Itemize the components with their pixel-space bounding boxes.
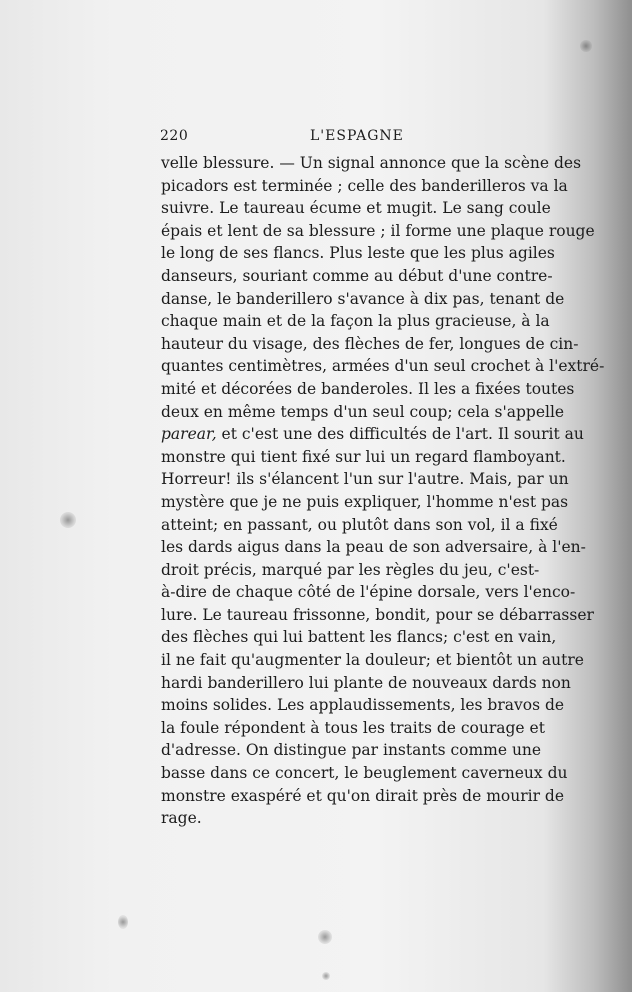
- text-line: à-dire de chaque côté de l'épine dorsale, vers l'enco-: [161, 583, 576, 602]
- body-text: [161, 152, 605, 830]
- running-title: L'ESPAGNE: [310, 128, 404, 144]
- text-line: rage.: [161, 809, 202, 828]
- text-line: Horreur! ils s'élancent l'un sur l'autre. Mais, par un: [161, 470, 569, 489]
- text-line: danseurs, souriant comme au début d'une contre-: [161, 266, 553, 285]
- text-line: [161, 423, 584, 446]
- text-line: basse dans ce concert, le beuglement caverneux du: [161, 764, 568, 783]
- text-line: monstre qui tient fixé sur lui un regard flamboyant.: [161, 447, 566, 466]
- text-line: d'adresse. On distingue par instants comme une: [161, 741, 542, 760]
- text-line: velle blessure. — Un signal annonce que la scène des: [161, 154, 582, 172]
- text-line: picadors est terminée ; celle des banderilleros va la: [161, 176, 568, 195]
- text-line: hardi banderillero lui plante de nouveaux dards non: [161, 673, 571, 692]
- text-line: atteint; en passant, ou plutôt dans son vol, il a fixé: [161, 515, 558, 534]
- text-line: mité et décorées de banderoles. Il les a fixées toutes: [161, 379, 575, 398]
- text-line: lure. Le taureau frissonne, bondit, pour se débarrasser: [161, 605, 594, 624]
- text-line: danse, le banderillero s'avance à dix pas, tenant de: [161, 289, 565, 308]
- text-line: il ne fait qu'augmenter la douleur; et bientôt un autre: [161, 651, 584, 670]
- text-line-rest: et c'est une des difficultés de l'art. Il sourit au: [216, 425, 584, 444]
- text-line: des flèches qui lui battent les flancs; c'est en vain,: [161, 628, 557, 647]
- text-line: quantes centimètres, armées d'un seul crochet à l'extré-: [161, 357, 605, 376]
- paper-stain: [318, 930, 332, 944]
- page-number: 220: [160, 128, 189, 144]
- text-line: le long de ses flancs. Plus leste que les plus agiles: [161, 244, 555, 263]
- paper-stain: [60, 512, 76, 528]
- text-line: la foule répondent à tous les traits de courage et: [161, 718, 545, 737]
- text-line: mystère que je ne puis expliquer, l'homme n'est pas: [161, 492, 569, 511]
- running-head: [160, 128, 526, 150]
- text-line: moins solides. Les applaudissements, les bravos de: [161, 696, 565, 715]
- text-line: chaque main et de la façon la plus gracieuse, à la: [161, 312, 550, 331]
- text-line: hauteur du visage, des flèches de fer, longues de cin-: [161, 334, 579, 353]
- text-line: deux en même temps d'un seul coup; cela s'appelle: [161, 402, 565, 421]
- paper-stain: [322, 972, 330, 980]
- italic-word: parear,: [161, 425, 217, 444]
- paper-stain: [118, 915, 128, 929]
- text-line: droit précis, marqué par les règles du jeu, c'est-: [161, 560, 540, 579]
- text-line: les dards aigus dans la peau de son adversaire, à l'en-: [161, 538, 586, 557]
- text-line: épais et lent de sa blessure ; il forme une plaque rouge: [161, 221, 595, 240]
- text-line: monstre exaspéré et qu'on dirait près de mourir de: [161, 786, 565, 805]
- paper-stain: [580, 40, 592, 52]
- text-line: suivre. Le taureau écume et mugit. Le sang coule: [161, 199, 551, 218]
